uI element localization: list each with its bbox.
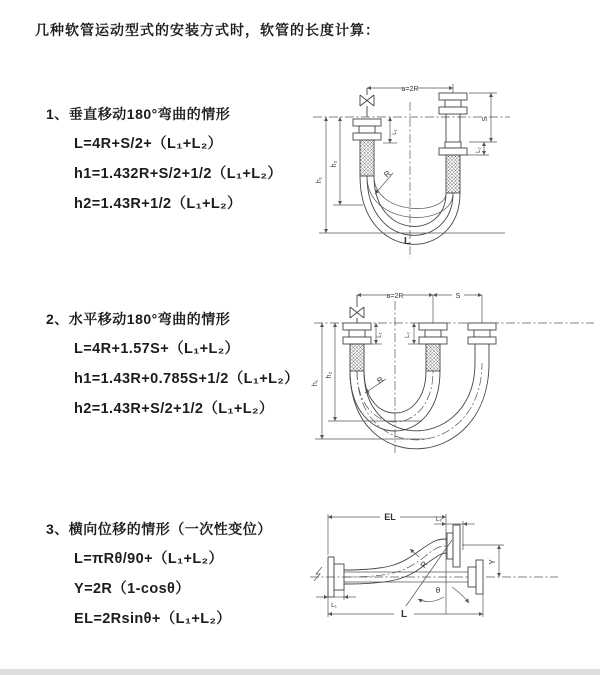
dim-label-theta: θ — [435, 586, 441, 595]
left-fitting — [353, 119, 381, 176]
dimension-l2 — [405, 323, 420, 344]
center-fitting — [419, 323, 447, 371]
dimension-l — [328, 594, 483, 620]
right-fitting — [439, 93, 467, 193]
radius-annotation — [365, 375, 386, 393]
braided-hose-section — [360, 140, 374, 176]
diagram-horizontal-180-bend — [308, 281, 600, 466]
dim-label-s: S — [482, 116, 489, 122]
dim-label-l: L — [403, 236, 411, 247]
dim-label-r: R — [418, 559, 430, 570]
dim-label-s: S — [455, 293, 461, 300]
braided-hose-section — [350, 344, 364, 371]
diagram-lateral-displacement — [306, 500, 600, 655]
formula: L=4R+S/2+（L₁+L₂） — [74, 136, 223, 152]
dim-label-l2: L₂ — [476, 147, 482, 153]
formula: h1=1.432R+S/2+1/2（L₁+L₂） — [74, 166, 283, 182]
dim-label-l1: L₁ — [377, 332, 383, 338]
dim-label-el: EL — [384, 512, 396, 522]
braided-hose-section — [446, 155, 460, 193]
dim-label-l1: L₁ — [392, 129, 398, 135]
section-2-heading: 2、水平移动180°弯曲的情形 — [46, 311, 231, 327]
formula: h2=1.43R+1/2（L₁+L₂） — [74, 196, 242, 212]
section-3 — [46, 519, 272, 639]
diagram-vertical-180-bend — [305, 62, 590, 267]
hose-u-bend — [350, 363, 489, 449]
dimension-s — [433, 293, 482, 323]
right-fitting-displaced — [468, 323, 496, 363]
valve-icon — [360, 88, 374, 117]
section-1-heading: 1、垂直移动180°弯曲的情形 — [46, 106, 231, 122]
dim-label-l2: L₂ — [405, 332, 411, 338]
dimension-l1 — [383, 117, 398, 143]
dim-label-y: Y — [488, 559, 497, 565]
dimension-h1 — [316, 117, 505, 233]
formula: EL=2Rsinθ+（L₁+L₂） — [74, 611, 232, 627]
page-edge-strip — [0, 669, 600, 675]
dim-label-h1: h₁ — [316, 176, 323, 184]
angle-annotation — [418, 586, 469, 603]
centerline-break-icon — [314, 567, 322, 581]
dim-label-l2: L₂ — [435, 516, 443, 523]
displaced-end-flange — [447, 525, 460, 567]
dimension-el — [328, 512, 446, 614]
formula: Y=2R（1-cosθ） — [74, 581, 191, 597]
dimension-l1 — [370, 323, 383, 344]
formula: L=πRθ/90+（L₁+L₂） — [74, 551, 224, 567]
dimension-a2r — [357, 293, 433, 300]
section-1 — [46, 104, 282, 224]
formula: L=4R+1.57S+（L₁+L₂） — [74, 341, 240, 357]
page-title: 几种软管运动型式的安装方式时，软管的长度计算： — [35, 22, 380, 38]
braided-hose-section — [426, 344, 440, 371]
dimension-s — [469, 93, 497, 142]
formula: h1=1.43R+0.785S+1/2（L₁+L₂） — [74, 371, 300, 387]
dim-label-h1: h₁ — [312, 379, 319, 387]
dim-label-a2r: a=2R — [401, 86, 419, 93]
dim-label-a2r: a=2R — [386, 293, 404, 300]
dim-label-r: R — [375, 374, 386, 386]
valve-icon — [350, 295, 364, 323]
dim-label-h2: h₂ — [331, 160, 338, 168]
dim-label-h2: h₂ — [326, 371, 333, 379]
dim-label-r: R — [382, 168, 393, 180]
section-2 — [46, 309, 299, 429]
formula: h2=1.43R+S/2+1/2（L₁+L₂） — [74, 401, 274, 417]
dim-label-l: L — [400, 609, 408, 620]
dimension-a2r — [367, 84, 453, 93]
left-fitting — [343, 323, 371, 371]
dim-label-l1: L₁ — [331, 602, 337, 609]
dimension-h2 — [331, 117, 363, 205]
section-3-heading: 3、横向位移的情形（一次性变位） — [46, 521, 272, 537]
